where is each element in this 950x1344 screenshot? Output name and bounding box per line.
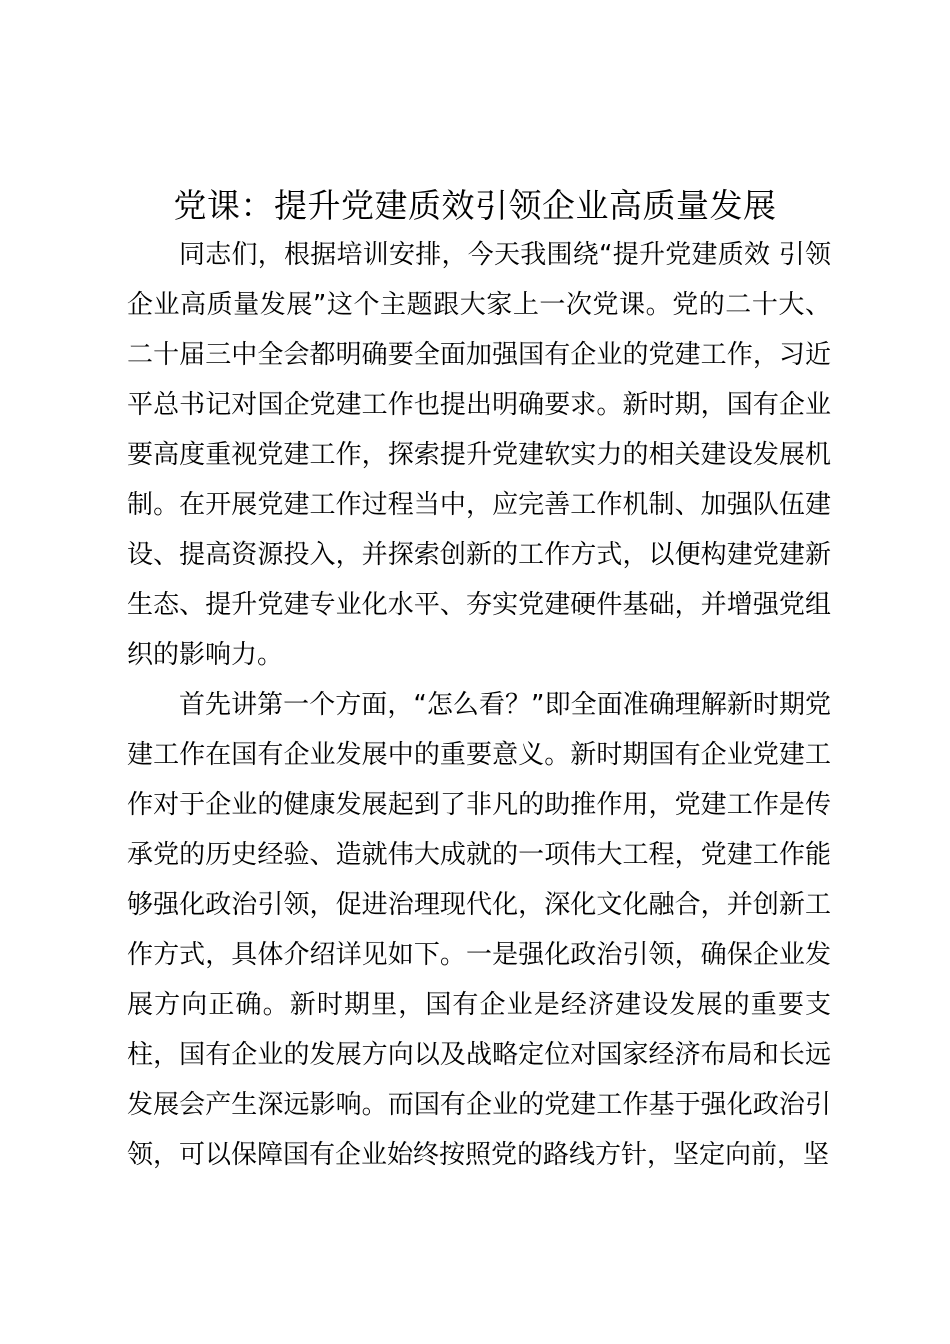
document-body: [127, 230, 831, 1180]
body-paragraph: 首先讲第一个方面，“怎么看？”即全面准确理解新时期党建工作在国有企业发展中的重要意义。新时期国有企业党建工作对于企业的健康发展起到了非凡的助推作用，党建工作是传承党的历史经验、造就伟大成就的一项伟大工程，党建工作能够强化政治引领，促进治理现代化，深化文化融合，并创新工作方式，具体介绍详见如下。一是强化政治引领，确保企业发展方向正确。新时期里，国有企业是经济建设发展的重要支柱，国有企业的发展方向以及战略定位对国家经济布局和长远发展会产生深远影响。而国有企业的党建工作基于强化政治引领，可以保障国有企业始终按照党的路线方针，坚定向前，坚: [127, 690, 831, 1170]
document-title: 党课：提升党建质效引领企业高质量发展: [173, 186, 777, 225]
body-paragraph: 同志们，根据培训安排，今天我围绕“提升党建质效 引领企业高质量发展”这个主题跟大家上一次党课。党的二十大、二十届三中全会都明确要全面加强国有企业的党建工作，习近平总书记对国企党建工作也提出明确要求。新时期，国有企业要高度重视党建工作，探索提升党建软实力的相关建设发展机制。在开展党建工作过程当中，应完善工作机制、加强队伍建设、提高资源投入，并探索创新的工作方式，以便构建党建新生态、提升党建专业化水平、夯实党建硬件基础，并增强党组织的影响力。: [127, 240, 831, 670]
